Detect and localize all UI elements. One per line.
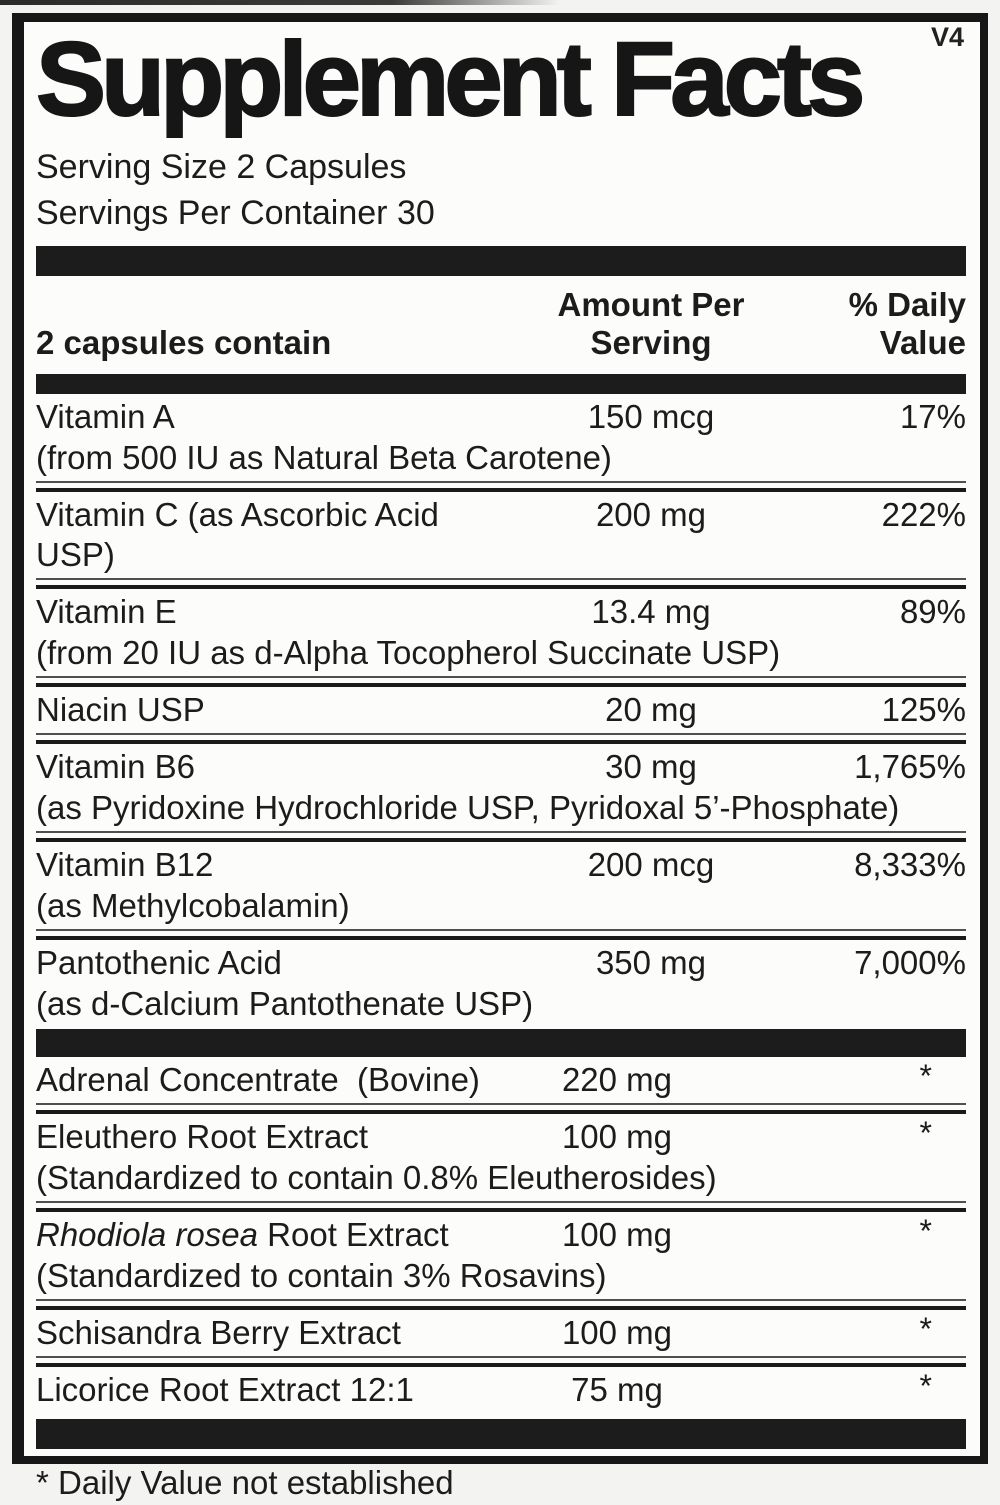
ingredient-amount: 20 mg [605,691,697,728]
row-separator [36,929,966,940]
row-separator [36,676,966,687]
table-row-vitamin-c [36,492,966,578]
row-separator [36,578,966,589]
header-daily-value [776,286,966,362]
ingredient-daily-value: 8,333% [854,846,966,883]
ingredient-name [36,397,526,437]
version-tag: V4 [930,22,964,52]
section-divider-bar [36,374,966,394]
table-row-pantothenic-acid [36,940,966,1027]
ingredient-name-italic: Rhodiola rosea [36,1216,258,1253]
table-row-vitamin-b12 [36,842,966,929]
ingredient-subtext: (from 20 IU as d-Alpha Tocopherol Succinate USP) [36,634,781,671]
page-title: Supplement Facts [36,21,861,138]
ingredient-daily-value: 125% [881,691,966,728]
ingredient-amount: 200 mcg [587,846,715,883]
header-amount-per-serving [526,286,776,362]
title-block [36,21,966,138]
ingredient-daily-value: 7,000% [854,944,966,981]
header-ingredients: 2 capsules contain [36,324,332,361]
table-row-vitamin-b6 [36,744,966,831]
table-row-licorice [36,1367,966,1413]
serving-size: Serving Size 2 Capsules [36,148,407,186]
header-dv-line2: Value [879,324,966,361]
ingredient-daily-value: 89% [899,593,966,630]
ingredient-name [36,845,526,885]
ingredient-amount: 150 mcg [587,398,715,435]
table-row-adrenal-concentrate [36,1057,966,1103]
ingredient-name-text: Vitamin C (as Ascorbic Acid USP) [36,496,449,573]
header-dv-line1: % Daily [848,286,966,323]
table-row-schisandra [36,1310,966,1356]
table-row-niacin [36,687,966,733]
table-row-vitamin-a [36,394,966,481]
ingredient-name [36,592,526,632]
ingredient-name [36,1215,492,1255]
header-amount-line1: Amount Per [557,286,745,323]
ingredient-daily-value-asterisk: * [919,1213,932,1249]
ingredient-name-text: Vitamin E [36,593,177,630]
ingredient-daily-value: 17% [899,398,966,435]
row-separator [36,831,966,842]
ingredient-name [36,1060,492,1100]
ingredient-daily-value: 222% [881,496,966,533]
ingredient-name [36,1370,492,1410]
row-separator [36,1201,966,1212]
supplement-facts-panel [12,13,988,1501]
ingredient-daily-value-asterisk: * [919,1115,932,1151]
row-separator [36,481,966,492]
ingredient-name-text: Adrenal Concentrate (Bovine) [36,1061,480,1098]
ingredient-name [36,495,526,575]
ingredient-name-text: Eleuthero Root Extract [36,1118,368,1155]
table-row-rhodiola [36,1212,966,1299]
ingredient-amount: 100 mg [561,1118,673,1155]
servings-per-container: Servings Per Container 30 [36,194,435,232]
ingredient-name-text: Root Extract [257,1216,449,1253]
ingredient-name-text: Vitamin B12 [36,846,214,883]
row-separator [36,1356,966,1367]
ingredient-name-text: Niacin USP [36,691,205,728]
ingredient-name-text: Vitamin A [36,398,175,435]
ingredient-daily-value-asterisk: * [919,1311,932,1347]
ingredient-name [36,747,526,787]
ingredient-name [36,690,526,730]
ingredient-amount: 100 mg [561,1314,673,1351]
ingredient-amount: 75 mg [571,1371,663,1408]
ingredient-name [36,1117,492,1157]
ingredient-name-text: Pantothenic Acid [36,944,282,981]
serving-info [36,144,966,236]
table-header [36,276,966,374]
section-divider-bar [36,1419,966,1449]
ingredient-subtext: (as Pyridoxine Hydrochloride USP, Pyridoxal 5’-Phosphate) [36,789,900,826]
scan-edge-artifact [0,0,560,5]
ingredient-subtext: (as Methylcobalamin) [36,887,350,924]
ingredient-name-text: Vitamin B6 [36,748,195,785]
ingredient-subtext: (from 500 IU as Natural Beta Carotene) [36,439,612,476]
table-row-eleuthero [36,1114,966,1201]
section-divider-bar [36,246,966,276]
ingredient-subtext: (Standardized to contain 0.8% Eleutherosides) [36,1159,717,1196]
ingredient-subtext: (Standardized to contain 3% Rosavins) [36,1257,607,1294]
ingredient-name-text: Schisandra Berry Extract [36,1314,401,1351]
row-separator [36,1299,966,1310]
ingredient-name [36,943,526,983]
header-amount-line2: Serving [590,324,712,361]
ingredient-name-text: Licorice Root Extract 12:1 [36,1371,414,1408]
row-separator [36,733,966,744]
ingredient-daily-value-asterisk: * [919,1368,932,1404]
ingredient-amount: 13.4 mg [591,593,711,630]
ingredient-amount: 100 mg [561,1216,673,1253]
daily-value-footnote: * Daily Value not established [36,1464,454,1501]
section-divider-bar [36,1029,966,1057]
ingredient-daily-value: 1,765% [854,748,966,785]
ingredient-daily-value-asterisk: * [919,1058,932,1094]
ingredient-amount: 220 mg [561,1061,673,1098]
ingredient-name [36,1313,492,1353]
ingredient-amount: 200 mg [595,496,707,533]
ingredient-amount: 30 mg [605,748,697,785]
ingredient-amount: 350 mg [595,944,707,981]
row-separator [36,1103,966,1114]
ingredient-subtext: (as d-Calcium Pantothenate USP) [36,985,534,1022]
table-row-vitamin-e [36,589,966,676]
